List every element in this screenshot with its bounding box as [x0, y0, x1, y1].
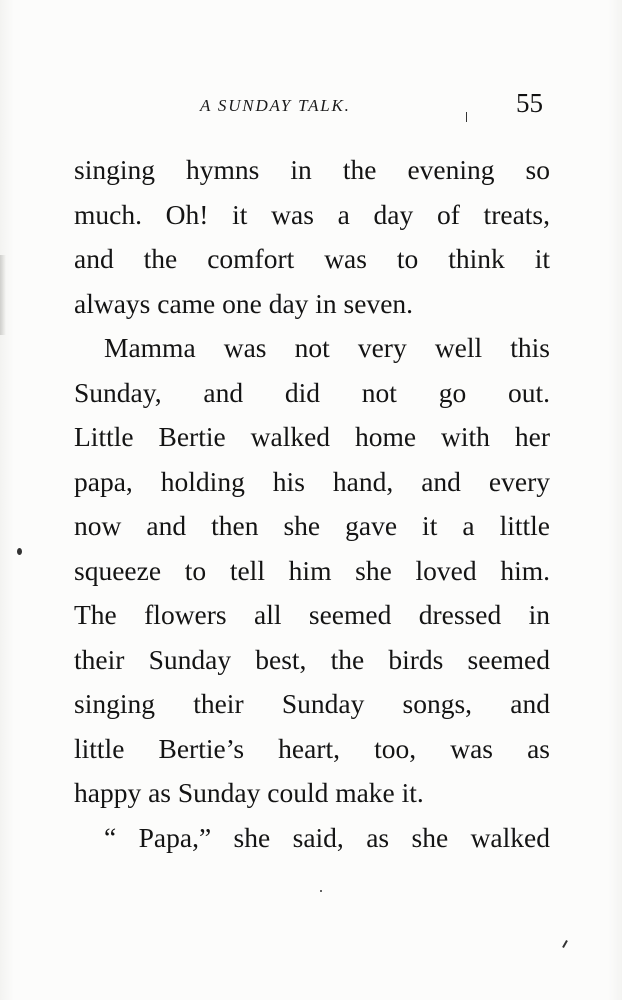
text-line: now and then she gave it a little [74, 510, 550, 541]
running-title: A SUNDAY TALK. [200, 96, 351, 115]
ink-speck [466, 112, 467, 122]
text-line: The flowers all seemed dressed in [74, 599, 550, 630]
text-line: papa, holding his hand, and every [74, 465, 550, 497]
text-line: Mamma was not very well this [104, 332, 550, 363]
page-header [0, 86, 622, 126]
binding-shadow [0, 255, 6, 335]
text-line: their Sunday best, the birds seemed [74, 643, 550, 675]
text-line: Sunday, and did not go out. [74, 376, 550, 408]
body-text [74, 148, 550, 860]
text-line: singing their Sunday songs, and [74, 688, 550, 719]
text-line: “ Papa,” she said, as she walked [104, 821, 550, 853]
text-line: always came one day in seven. [74, 287, 414, 319]
ink-speck [17, 548, 22, 555]
page-number: 55 [516, 88, 543, 118]
ink-speck [562, 940, 568, 948]
text-line: happy as Sunday could make it. [74, 777, 424, 808]
ink-speck [320, 890, 322, 892]
text-line: and the comfort was to think it [74, 243, 550, 274]
text-line: Little Bertie walked home with her [74, 421, 550, 452]
text-line: squeeze to tell him she loved him. [74, 554, 550, 586]
text-line: little Bertie’s heart, too, was as [74, 732, 550, 764]
text-line: singing hymns in the evening so [74, 154, 550, 185]
text-line: much. Oh! it was a day of treats, [74, 198, 550, 230]
